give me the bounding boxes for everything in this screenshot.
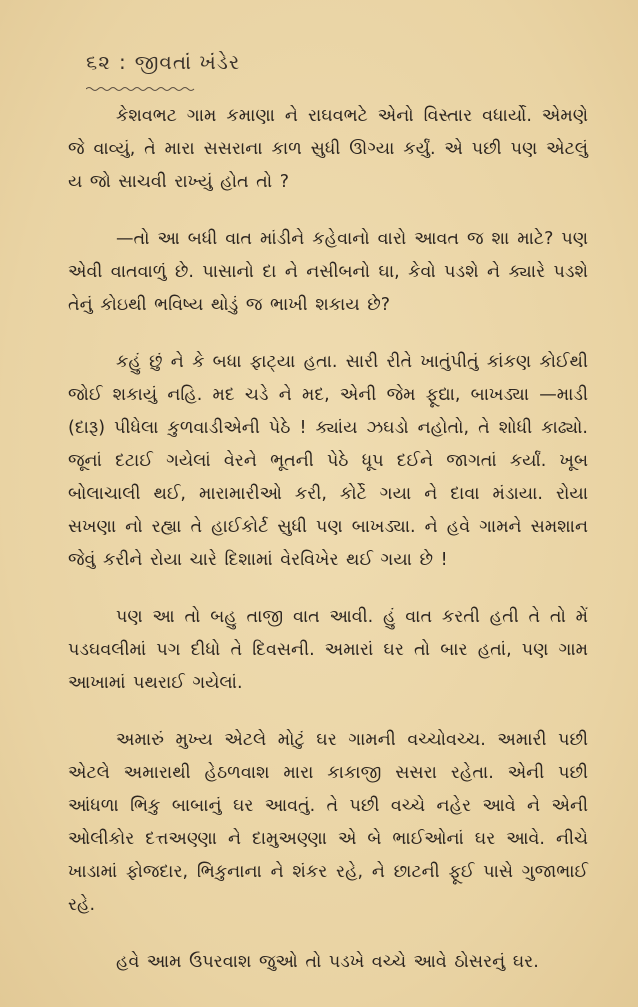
header-wavy-rule xyxy=(86,86,196,92)
header-separator: : xyxy=(118,50,127,74)
body-text xyxy=(68,100,588,979)
chapter-title: જીવતાં ખંડેર xyxy=(134,50,241,74)
paragraph-5: અમારું મુખ્ય એટલે મોટું ઘર ગામની વચ્ચોવચ્ચ. અમારી પછી એટલે અમારાથી હેઠળવાશ મારા કાકાજી સસરા રહેતા. એની પછી આંધળા ભિકુ બાબાનું ઘર આવતું. તે પછી વચ્ચે નહેર આવે ને એની ઓલીકોર દત્તઅણ્ણા ને દામુઅણ્ણા એ બે ભાઈઓનાં ઘર આવે. નીચે ખાડામાં ફોજદાર, ભિકુનાના ને શંકર રહે, ને છાટની ફૂઈ પાસે ગુજાભાઈ રહે. xyxy=(68,730,588,915)
paragraph-3: કહું છું ને કે બધા ફાટ્યા હતા. સારી રીતે ખાતુંપીતું કાંકણ કોઈથી જોઈ શકાયું નહિ. મદ ચડે ને મદ, એની જેમ ફૂદ્યા, બાખડ્યા —માડી (દારૂ) પીધેલા કુળવાડીએની પેઠે ! ક્યાંય ઝઘડો નહોતો, તે શોધી કાઢ્યો. જૂનાં દટાઈ ગયેલાં વેરને ભૂતની પેઠે ધૂપ દઈને જાગતાં કર્યાં. ખૂબ બોલાચાલી થઈ, મારામારીઓ કરી, કોર્ટે ગયા ને દાવા મંડાયા. રોયા સખણા નો રહ્યા તે હાઈકોર્ટ સુધી પણ બાખડ્યા. ને હવે ગામને સમશાન જેવું કરીને રોયા ચારે દિશામાં વેરવિખેર થઈ ગયા છે ! xyxy=(68,352,588,570)
paragraph-6: હવે આમ ઉપરવાશ જુઓ તો પડખે વચ્ચે આવે ઠોસરનું ઘર. xyxy=(116,952,539,972)
paragraph-4: પણ આ તો બહુ તાજી વાત આવી. હું વાત કરતી હતી તે તો મેં પડઘવલીમાં પગ દીધો તે દિવસની. અમારાં ઘર તો બાર હતાં, પણ ગામ આખામાં પથરાઈ ગયેલાં. xyxy=(68,607,588,693)
paragraph-1: કેશવભટ ગામ કમાણા ને રાઘવભટે એનો વિસ્તાર વધાર્યો. એમણે જે વાવ્યું, તે મારા સસરાના કાળ સુધી ઊગ્યા કર્યું. એ પછી પણ એટલું ય જો સાચવી રાખ્યું હોત તો ? xyxy=(68,106,588,192)
page-header xyxy=(86,50,240,74)
paragraph-2: —તો આ બધી વાત માંડીને કહેવાનો વારો આવત જ શા માટે? પણ એવી વાતવાળું છે. પાસાનો દા ને નસીબનો ઘા, કેવો પડશે ને ક્યારે પડશે તેનું કોઇથી ભવિષ્ય થોડું જ ભાખી શકાય છે? xyxy=(68,229,588,315)
page-number: ૬૨ xyxy=(86,50,111,74)
